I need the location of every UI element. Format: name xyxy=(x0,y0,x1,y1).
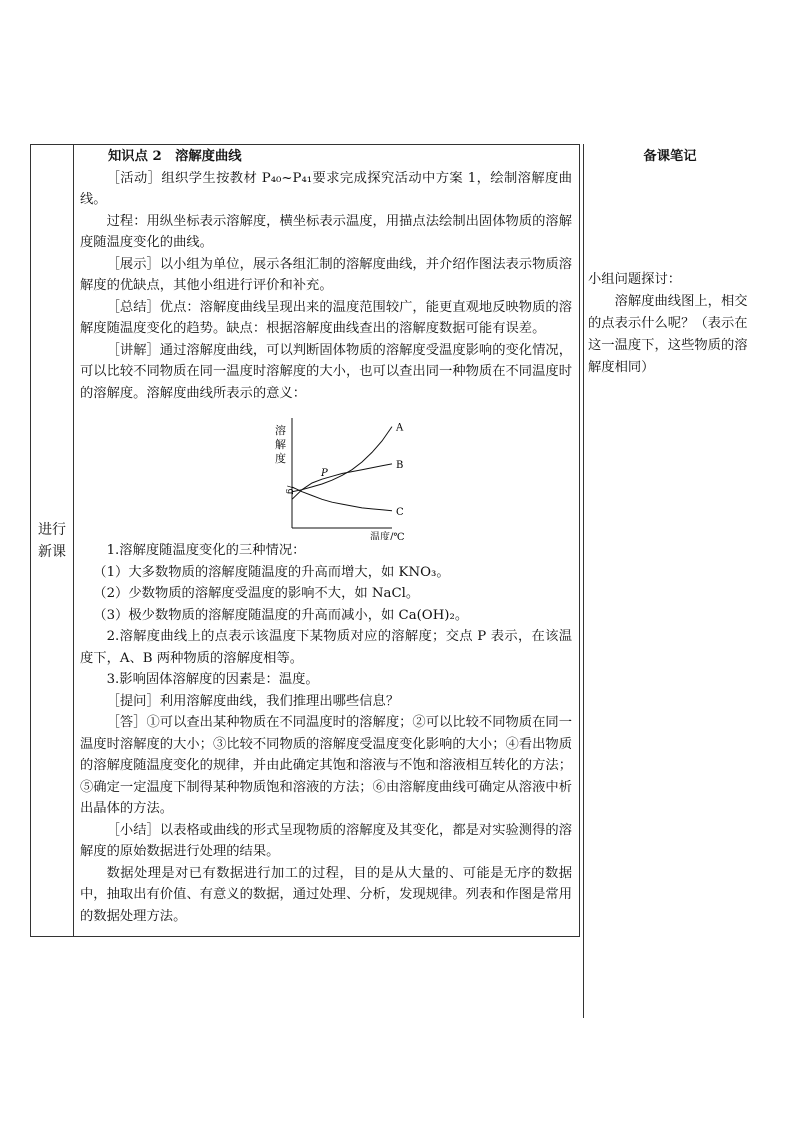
curve-c xyxy=(292,487,392,511)
activity-paragraph: ［活动］组织学生按教材 P₄₀~P₄₁要求完成探究活动中方案 1，绘制溶解度曲线。 xyxy=(80,170,572,207)
notes-body: 溶解度曲线图上，相交的点表示什么呢？（表示在这一温度下，这些物质的溶解度相同） xyxy=(588,294,748,375)
section-label xyxy=(34,519,70,563)
curve-label-a: A xyxy=(396,422,404,434)
lesson-content xyxy=(80,146,572,927)
point-1a: （1）大多数物质的溶解度随温度的升高而增大，如 KNO₃。 xyxy=(93,564,450,580)
process-paragraph: 过程：用纵坐标表示溶解度，横坐标表示温度，用描点法绘制出固体物质的溶解度随温度变化的曲线。 xyxy=(80,213,572,250)
knowledge-point-title: 知识点 2 溶解度曲线 xyxy=(108,149,242,164)
y-axis-label: 溶解度 xyxy=(275,424,286,465)
chart-curves xyxy=(292,427,392,511)
section-label-line-2: 新课 xyxy=(38,544,66,560)
point-1: 1.溶解度随温度变化的三种情况： xyxy=(106,543,306,558)
point-3: 3.影响固体溶解度的因素是：温度。 xyxy=(106,672,319,687)
conclusion-paragraph: ［小结］以表格或曲线的形式呈现物质的溶解度及其变化，都是对实验测得的溶解度的原始数据进行处理的结果。 xyxy=(80,822,572,859)
show-paragraph: ［展示］以小组为单位，展示各组汇制的溶解度曲线，并介绍作图法表示物质溶解度的优缺点，其他小组进行评价和补充。 xyxy=(80,256,572,293)
point-2: 2.溶解度曲线上的点表示该温度下某物质对应的溶解度；交点 P 表示，在该温度下，A、B 两种物质的溶解度相等。 xyxy=(80,629,572,666)
y-axis-unit: /g xyxy=(285,485,295,495)
lecture-paragraph: ［讲解］通过溶解度曲线，可以判断固体物质的溶解度受温度影响的变化情况，可以比较不同物质在同一温度时溶解度的大小，也可以查出同一种物质在不同温度时的溶解度。溶解度曲线所表示的意义： xyxy=(80,342,572,401)
intersection-label-p: P xyxy=(321,468,328,480)
notes-heading: 小组问题探讨： xyxy=(588,272,682,287)
answer-paragraph: ［答］①可以查出某种物质在不同温度时的溶解度；②可以比较不同物质在同一温度时溶解度的大小；③比较不同物质的溶解度受温度变化影响的大小；④看出物质的溶解度随温度变化的规律，并由此确定其饱和溶液与不饱和溶液相互转化的方法；⑤确定一定温度下制得某种物质饱和溶液的方法；⑥由溶解度曲线可确定从溶液中析出晶体的方法。 xyxy=(80,715,572,816)
notes-column-divider xyxy=(583,144,584,1018)
curve-label-b: B xyxy=(396,459,404,471)
chart-labels xyxy=(275,423,405,540)
notes-panel xyxy=(588,269,760,379)
curve-label-c: C xyxy=(396,506,404,518)
data-processing-paragraph: 数据处理是对已有数据进行加工的过程，目的是从大量的、可能是无序的数据中，抽取出有价值、有意义的数据，通过处理、分析，发现规律。列表和作图是常用的数据处理方法。 xyxy=(80,865,572,924)
section-label-line-1: 进行 xyxy=(38,522,66,538)
x-axis-label: 温度/℃ xyxy=(370,532,405,540)
summary-paragraph: ［总结］优点：溶解度曲线呈现出来的温度范围较广，能更直观地反映物质的溶解度随温度变化的趋势。缺点：根据溶解度曲线查出的溶解度数据可能有误差。 xyxy=(80,299,572,336)
notes-title: 备课笔记 xyxy=(643,149,697,164)
curve-a xyxy=(292,427,392,492)
point-1b: （2）少数物质的溶解度受温度的影响不大，如 NaCl。 xyxy=(93,586,420,601)
solubility-chart-svg xyxy=(80,404,572,540)
solubility-chart xyxy=(80,404,572,540)
point-1c: （3）极少数物质的溶解度随温度的升高而减小，如 Ca(OH)₂。 xyxy=(93,607,469,623)
question-paragraph: ［提问］利用溶解度曲线，我们推理出哪些信息？ xyxy=(106,693,400,709)
column-divider xyxy=(73,144,74,936)
